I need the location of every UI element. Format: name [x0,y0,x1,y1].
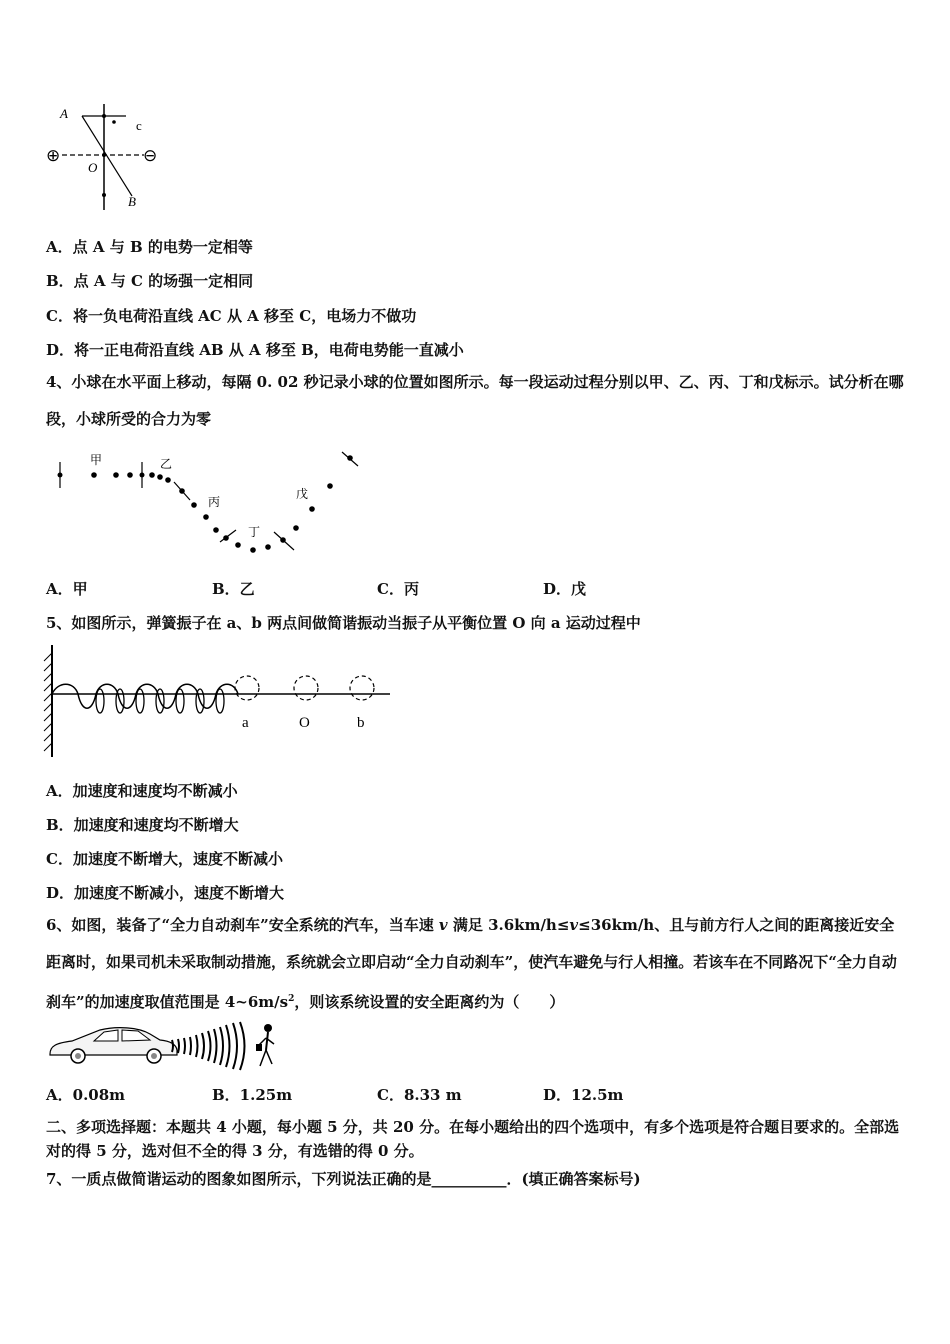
electric-field-figure [46,100,166,210]
q6-stem-part2: 满足 3.6km/h≤ [447,916,570,934]
positive-charge: ⊕ [46,146,61,165]
point-o: O [299,715,310,731]
q3-option-a: A．点 A 与 B 的电势一定相等 [46,238,253,256]
ball-trajectory-figure [46,450,366,560]
q6-var-v1: v [438,916,448,934]
point-b: b [357,715,365,731]
q5-option-d: D．加速度不断减小，速度不断增大 [46,884,285,902]
car-pedestrian-figure [46,1022,286,1070]
label-b: B [128,194,136,209]
q4-option-c: C．丙 [377,580,419,598]
q6-option-c: C．8.33 m [377,1086,462,1104]
q4-option-d: D．戊 [543,580,587,598]
q4-option-b: B．乙 [212,580,255,598]
q5-option-c: C．加速度不断增大，速度不断减小 [46,850,283,868]
q4-option-a: A．甲 [46,580,88,598]
segment-label-1: 甲 [90,453,103,467]
q6-option-a: A．0.08m [46,1086,126,1104]
negative-charge: ⊖ [143,146,158,165]
q6-exponent: 2 [288,994,295,1004]
q6-stem-part3: ≤36km/h、且与前方行人之间的距离接近安全距离时，如果司机未采取制动措施，系统就会立即启动“全力自动刹车”，使汽车避免与行人相撞。若该车在不同路况下“全力自动刹车”的加速度取值范围是 4~6m/s [46,916,897,1011]
q6-stem-part1: 6、如图，装备了“全力自动刹车”安全系统的汽车，当车速 [46,916,439,934]
q7-blank: __________ [431,1170,507,1188]
q7-stem-after: ．(填正确答案标号) [506,1170,641,1188]
q4-stem: 4、小球在水平面上移动，每隔 0. 02 秒记录小球的位置如图所示。每一段运动过程分别以甲、乙、丙、丁和戊标示。试分析在哪段，小球所受的合力为零 [46,373,904,428]
q6-option-b: B．1.25m [212,1086,293,1104]
segment-label-2: 乙 [160,457,173,471]
segment-label-5: 戊 [296,487,309,501]
q6-var-v2: v [569,916,579,934]
q3-option-c: C．将一负电荷沿直线 AC 从 A 移至 C，电场力不做功 [46,307,417,325]
segment-label-3: 丙 [208,495,221,509]
segment-label-4: 丁 [248,525,261,539]
spring-oscillator-figure [40,643,390,759]
label-a: A [60,106,68,121]
q3-option-d: D．将一正电荷沿直线 AB 从 A 移至 B，电荷电势能一直减小 [46,341,464,359]
label-o: O [88,160,98,175]
q6-option-d: D．12.5m [543,1086,624,1104]
label-c: c [136,118,142,133]
q5-option-a: A．加速度和速度均不断减小 [46,782,238,800]
point-a: a [242,715,249,731]
q7-stem-before: 7、一质点做简谐运动的图象如图所示，下列说法正确的是 [46,1170,432,1188]
q7-stem [46,1168,641,1189]
q3-option-b: B．点 A 与 C 的场强一定相同 [46,272,254,290]
q5-stem: 5、如图所示，弹簧振子在 a、b 两点间做简谐振动当振子从平衡位置 O 向 a 运动过程中 [46,614,641,632]
q5-option-b: B．加速度和速度均不断增大 [46,816,239,834]
q6-stem-part4: ，则该系统设置的安全距离约为（ ） [294,993,565,1011]
q6-stem [46,907,908,1021]
section2-heading: 二、多项选择题：本题共 4 小题，每小题 5 分，共 20 分。在每小题给出的四个选项中，有多个选项是符合题目要求的。全部选对的得 5 分，选对但不全的得 3 分，有选错的得 0 分。 [46,1118,900,1160]
